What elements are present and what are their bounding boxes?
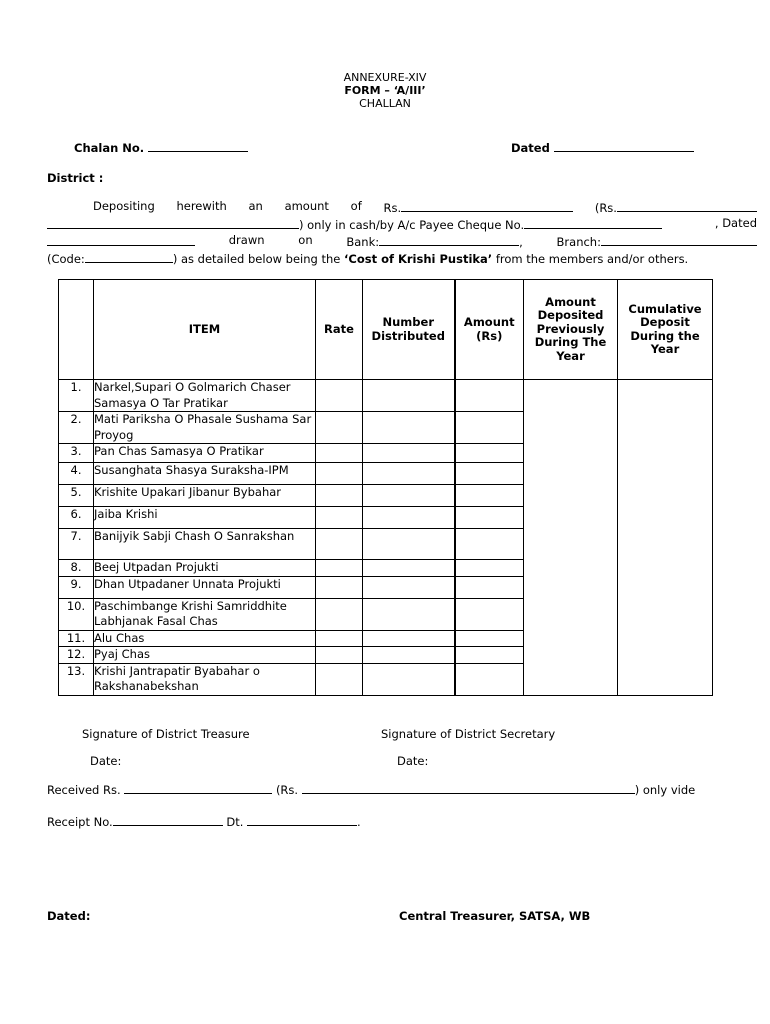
- branch-label: Branch:: [556, 235, 601, 249]
- row-item: Pyaj Chas: [94, 647, 316, 664]
- row-amount-cell[interactable]: [455, 412, 524, 444]
- header-no: [59, 280, 94, 380]
- sig-treasure: Signature of District Treasure: [82, 727, 250, 741]
- dated-field: [511, 139, 694, 155]
- header-item: ITEM: [94, 280, 316, 380]
- row-number-cell[interactable]: [363, 529, 455, 560]
- row-amount-cell[interactable]: [455, 647, 524, 664]
- footer-dated: Dated:: [47, 909, 91, 923]
- rs-words-label: (Rs.: [594, 201, 617, 215]
- sig-secretary: Signature of District Secretary: [381, 727, 556, 741]
- amount-words-blank[interactable]: [617, 199, 757, 212]
- header-rate: Rate: [316, 280, 363, 380]
- row-number-cell[interactable]: [363, 647, 455, 664]
- bank-blank[interactable]: [379, 233, 519, 246]
- deposit-word: amount: [284, 199, 329, 213]
- row-rate-cell[interactable]: [316, 560, 363, 577]
- row-number-cell[interactable]: [363, 485, 455, 507]
- received-amount-blank[interactable]: [124, 781, 272, 794]
- row-rate-cell[interactable]: [316, 485, 363, 507]
- form-title: FORM – ‘A/III’: [344, 84, 426, 97]
- row-rate-cell[interactable]: [316, 380, 363, 412]
- row-number: 12.: [59, 647, 94, 664]
- row-number: 9.: [59, 576, 94, 598]
- row-amount-cell[interactable]: [455, 576, 524, 598]
- row-item: Mati Pariksha O Phasale Sushama Sar Proyog: [94, 412, 316, 444]
- chalan-no-label: Chalan No.: [74, 141, 145, 155]
- deposit-word: Depositing: [93, 199, 155, 213]
- dated-blank[interactable]: [554, 139, 694, 152]
- row-amount-cell[interactable]: [455, 380, 524, 412]
- row-item: Krishi Jantrapatir Byabahar o Rakshanabekshan: [94, 663, 316, 695]
- row-item: Krishite Upakari Jibanur Bybahar: [94, 485, 316, 507]
- received-line: [47, 781, 695, 797]
- row-item: Banijyik Sabji Chash O Sanrakshan: [94, 529, 316, 560]
- row-rate-cell[interactable]: [316, 647, 363, 664]
- table-row: [59, 380, 713, 412]
- chalan-no-blank[interactable]: [148, 139, 248, 152]
- row-number-cell[interactable]: [363, 412, 455, 444]
- challan-title: CHALLAN: [359, 97, 411, 110]
- row-item: Jaiba Krishi: [94, 507, 316, 529]
- row-amount-cell[interactable]: [455, 485, 524, 507]
- row-rate-cell[interactable]: [316, 444, 363, 463]
- annexure-title: ANNEXURE-XIV: [343, 71, 427, 84]
- header-amount: Amount (Rs): [455, 280, 524, 380]
- row-number: 5.: [59, 485, 94, 507]
- krishi-pustika-label: ‘Cost of Krishi Pustika’: [344, 252, 493, 266]
- row-number: 4.: [59, 463, 94, 485]
- on-label: on: [298, 233, 313, 247]
- row-number-cell[interactable]: [363, 507, 455, 529]
- deposit-word: an: [248, 199, 263, 213]
- deposit-line-1: [47, 199, 757, 215]
- deposit-line-4: [47, 250, 688, 266]
- deposit-tail: from the members and/or others.: [495, 252, 689, 266]
- row-amount-cell[interactable]: [455, 444, 524, 463]
- deposit-line-3: [47, 233, 757, 249]
- dated-label: Dated: [511, 141, 550, 155]
- row-rate-cell[interactable]: [316, 507, 363, 529]
- cheque-label: ) only in cash/by A/c Payee Cheque No.: [299, 218, 525, 232]
- table-header-row: [59, 280, 713, 380]
- row-item: Pan Chas Samasya O Pratikar: [94, 444, 316, 463]
- header-cumulative: Cumulative Deposit During the Year: [618, 280, 713, 380]
- row-cumulative-cell[interactable]: [618, 380, 713, 696]
- secretary-date-label: Date:: [397, 754, 429, 768]
- receipt-no-label: Receipt No.: [47, 815, 113, 829]
- only-vide-label: ) only vide: [634, 783, 696, 797]
- cheque-dated-label: , Dated: [714, 216, 757, 230]
- row-item: Paschimbange Krishi Samriddhite Labhjanak Fasal Chas: [94, 598, 316, 630]
- drawn-label: drawn: [228, 233, 265, 247]
- amount-words-continued-blank[interactable]: [47, 216, 299, 229]
- row-number-cell[interactable]: [363, 560, 455, 577]
- row-number-cell[interactable]: [363, 576, 455, 598]
- row-previous-cell[interactable]: [524, 380, 618, 696]
- row-number: 8.: [59, 560, 94, 577]
- row-amount-cell[interactable]: [455, 663, 524, 695]
- row-item: Narkel,Supari O Golmarich Chaser Samasya O Tar Pratikar: [94, 380, 316, 412]
- row-rate-cell[interactable]: [316, 630, 363, 647]
- row-amount-cell[interactable]: [455, 598, 524, 630]
- row-number-cell[interactable]: [363, 598, 455, 630]
- row-rate-cell[interactable]: [316, 529, 363, 560]
- row-number: 3.: [59, 444, 94, 463]
- receipt-dt-label: Dt.: [226, 815, 244, 829]
- chalan-no-field: [74, 139, 248, 155]
- row-amount-cell[interactable]: [455, 507, 524, 529]
- code-suffix: ) as detailed below being the: [172, 252, 341, 266]
- footer-central-treasurer: Central Treasurer, SATSA, WB: [399, 909, 591, 923]
- comma: ,: [519, 235, 523, 249]
- branch-blank[interactable]: [601, 233, 757, 246]
- row-item: Susanghata Shasya Suraksha-IPM: [94, 463, 316, 485]
- receipt-line: [47, 813, 361, 829]
- row-rate-cell[interactable]: [316, 463, 363, 485]
- deposit-line-2: [47, 216, 757, 232]
- row-number-cell[interactable]: [363, 463, 455, 485]
- code-blank[interactable]: [85, 250, 173, 263]
- row-item: Dhan Utpadaner Unnata Projukti: [94, 576, 316, 598]
- rs-label: Rs.: [383, 201, 402, 215]
- row-rate-cell[interactable]: [316, 576, 363, 598]
- cheque-no-blank[interactable]: [524, 216, 662, 229]
- row-number-cell[interactable]: [363, 663, 455, 695]
- row-amount-cell[interactable]: [455, 529, 524, 560]
- received-label: Received Rs.: [47, 783, 121, 797]
- row-number: 10.: [59, 598, 94, 630]
- receipt-period: .: [357, 815, 361, 829]
- row-number: 13.: [59, 663, 94, 695]
- row-rate-cell[interactable]: [316, 663, 363, 695]
- bank-label: Bank:: [346, 235, 380, 249]
- amount-field: [383, 199, 573, 215]
- amount-words-field: [595, 199, 757, 215]
- row-amount-cell[interactable]: [455, 560, 524, 577]
- row-rate-cell[interactable]: [316, 412, 363, 444]
- row-number-cell[interactable]: [363, 630, 455, 647]
- header-number-distributed: Number Distributed: [363, 280, 455, 380]
- deposit-word: of: [350, 199, 362, 213]
- deposit-word: herewith: [176, 199, 227, 213]
- received-rs-label: (Rs.: [275, 783, 299, 797]
- header-amount-previous: Amount Deposited Previously During The Year: [524, 280, 618, 380]
- row-number: 6.: [59, 507, 94, 529]
- row-number: 7.: [59, 529, 94, 560]
- row-rate-cell[interactable]: [316, 598, 363, 630]
- items-table: [58, 279, 713, 696]
- row-amount-cell[interactable]: [455, 463, 524, 485]
- treasure-date-label: Date:: [90, 754, 122, 768]
- row-number-cell[interactable]: [363, 380, 455, 412]
- receipt-dt-blank[interactable]: [247, 813, 357, 826]
- row-amount-cell[interactable]: [455, 630, 524, 647]
- code-label: (Code:: [47, 252, 85, 266]
- received-words-blank[interactable]: [302, 781, 635, 794]
- row-item: Beej Utpadan Projukti: [94, 560, 316, 577]
- row-item: Alu Chas: [94, 630, 316, 647]
- receipt-no-blank[interactable]: [113, 813, 223, 826]
- amount-blank[interactable]: [401, 199, 573, 212]
- row-number-cell[interactable]: [363, 444, 455, 463]
- row-number: 11.: [59, 630, 94, 647]
- cheque-date-blank[interactable]: [47, 233, 195, 246]
- district-label: District :: [47, 171, 104, 185]
- row-number: 2.: [59, 412, 94, 444]
- row-number: 1.: [59, 380, 94, 412]
